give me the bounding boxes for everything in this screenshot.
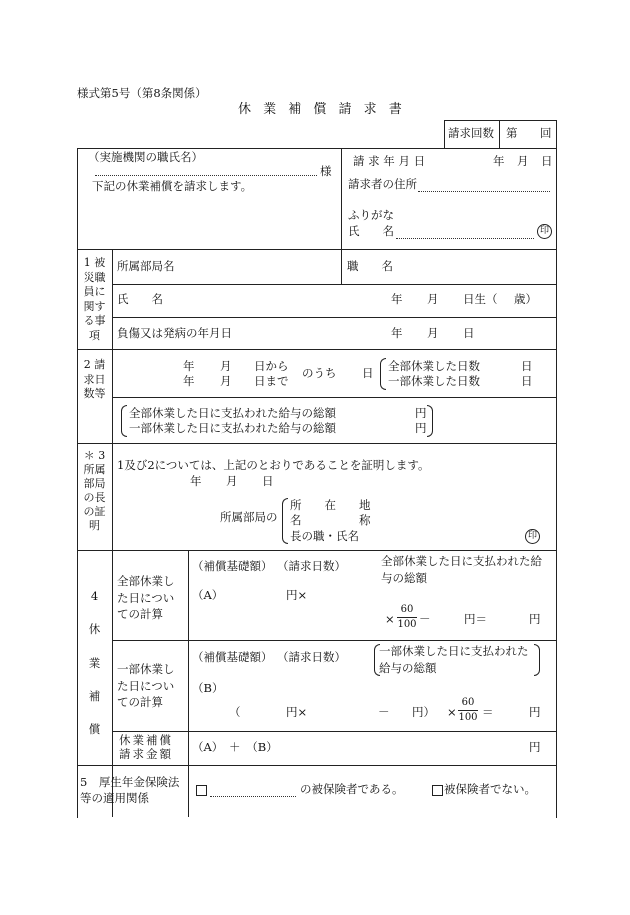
b-close-yen: 円） <box>412 705 435 719</box>
section4-label <box>82 580 107 747</box>
request-day: 日 <box>541 154 553 168</box>
b-fraction <box>458 698 478 723</box>
head-title: 長の職・氏名 <box>290 529 359 543</box>
position-input[interactable] <box>400 252 552 282</box>
honorific: 様 <box>320 164 332 178</box>
age-label: 歳） <box>514 292 537 306</box>
b-times: × <box>447 705 457 719</box>
victim-name-label: 氏 名 <box>117 292 163 306</box>
birth-month: 月 <box>427 292 439 306</box>
claimant-name-input[interactable] <box>396 238 534 239</box>
full-calc-label: 全部休業した日についての計算 <box>117 574 175 622</box>
to-month: 月 <box>220 374 232 388</box>
claimant-name-label: 氏 名 <box>348 224 394 238</box>
from-month: 月 <box>220 359 232 373</box>
partial-days-label: 一部休業した日数 <box>388 374 480 388</box>
from-year: 年 <box>183 359 195 373</box>
request-date-label: 請 求 年 月 日 <box>353 154 426 168</box>
partial-calc-label: 一部休業した日についての計算 <box>117 662 175 710</box>
institution-label: （実施機関の職氏名） <box>88 150 203 164</box>
certify-day: 日 <box>262 474 274 488</box>
full-base-label: （補償基礎額） <box>192 559 273 573</box>
a-result-yen: 円 <box>529 612 541 626</box>
dept-input[interactable] <box>190 252 338 282</box>
partial-pay-total-label: 一部休業した日に支払われた給与の総額 <box>379 644 529 675</box>
pay-brace-right <box>427 405 433 437</box>
a-yen-times: 円× <box>286 588 308 602</box>
injury-month: 月 <box>427 326 439 340</box>
birth-year: 年 <box>391 292 403 306</box>
from-day: 日から <box>254 359 289 373</box>
to-day: 日まで <box>254 374 289 388</box>
injury-date-label: 負傷又は発病の年月日 <box>117 326 232 340</box>
insured-text: の被保険者である。 <box>300 782 404 796</box>
partial-base-label: （補償基礎額） <box>192 650 273 664</box>
partial-days-unit: 日 <box>521 374 533 388</box>
certify-text: 1及び2については、上記のとおりであることを証明します。 <box>117 458 430 472</box>
form-id: 様式第5号（第8条関係） <box>77 86 207 100</box>
full-pay-label: 全部休業した日に支払われた給与の総額 <box>129 406 336 420</box>
request-year: 年 <box>493 154 505 168</box>
section1-label: 1 被災職員に関する事項 <box>83 256 106 342</box>
section4-label-text: 4 休業補償 <box>88 589 101 737</box>
claim-count-input[interactable] <box>519 122 538 146</box>
request-text: 下記の休業補償を請求します。 <box>92 179 253 193</box>
partial-pay-brace-right <box>534 644 540 676</box>
section3-label: ＊ 3 所属部局の長の証明 <box>83 449 106 533</box>
a-minus: － <box>419 612 431 626</box>
section5-label: 5 厚生年金保険法等の適用関係 <box>80 775 180 805</box>
address-label: 請求者の住所 <box>348 177 417 191</box>
injury-day: 日 <box>463 326 475 340</box>
request-month: 月 <box>517 154 529 168</box>
period-days-unit: 日 <box>362 366 374 380</box>
full-pay-yen: 円 <box>415 406 427 420</box>
a-fraction <box>397 605 417 630</box>
injury-year: 年 <box>391 326 403 340</box>
partial-days-header: （請求日数） <box>277 650 346 664</box>
head-prefix: 所属部局の <box>220 510 278 524</box>
b-yen-times: 円× <box>286 705 308 719</box>
total-yen: 円 <box>529 740 541 754</box>
a-fraction-num: 60 <box>397 605 417 618</box>
full-pay-total-label: 全部休業した日に支払われた給与の総額 <box>381 554 542 585</box>
partial-pay-yen: 円 <box>415 421 427 435</box>
certify-month: 月 <box>226 474 238 488</box>
address-input[interactable] <box>418 191 550 192</box>
claim-count-suffix: 回 <box>540 126 552 140</box>
claim-count-prefix: 第 <box>506 126 518 140</box>
pay-brace-left <box>121 405 127 437</box>
head-name: 名 称 <box>290 513 371 527</box>
a-label: （A） <box>192 588 224 602</box>
dept-label: 所属部局名 <box>117 259 175 273</box>
insurance-law-input[interactable] <box>210 796 296 797</box>
victim-name-input[interactable] <box>170 287 380 315</box>
b-result-yen: 円 <box>529 705 541 719</box>
b-label: （B） <box>192 681 224 695</box>
b-open-paren: （ <box>229 705 241 719</box>
section2-label: 2 請求日数等 <box>83 358 106 401</box>
birth-day: 日生（ <box>463 292 498 306</box>
days-brace <box>380 358 386 390</box>
a-fraction-den: 100 <box>397 619 417 630</box>
partial-pay-label: 一部休業した日に支払われた給与の総額 <box>129 421 336 435</box>
insured-checkbox[interactable] <box>196 785 207 796</box>
seal-icon: 印 <box>537 224 552 239</box>
institution-input[interactable] <box>95 175 317 176</box>
not-insured-text: 被保険者でない。 <box>444 782 536 796</box>
position-label: 職 名 <box>347 259 393 273</box>
b-equals: ＝ <box>482 705 494 719</box>
total-label: 休業補償請求金額 <box>119 733 173 762</box>
b-fraction-den: 100 <box>458 712 478 723</box>
page-title: 休 業 補 償 請 求 書 <box>238 102 406 117</box>
head-location: 所 在 地 <box>290 498 371 512</box>
certify-year: 年 <box>190 474 202 488</box>
to-year: 年 <box>183 374 195 388</box>
b-fraction-num: 60 <box>458 698 478 711</box>
full-days-unit: 日 <box>521 359 533 373</box>
furigana-label: ふりがな <box>348 208 394 222</box>
claim-count-label: 請求回数 <box>448 126 494 140</box>
full-days-label: 全部休業した日数 <box>388 359 480 373</box>
head-brace <box>282 498 288 544</box>
full-days-header: （請求日数） <box>277 559 346 573</box>
a-yen-equals: 円＝ <box>464 612 487 626</box>
head-seal-icon: 印 <box>525 529 540 544</box>
total-formula: （A） ＋ （B） <box>192 740 278 754</box>
of-which: のうち <box>302 366 337 380</box>
a-times: × <box>385 612 395 626</box>
not-insured-checkbox[interactable] <box>432 785 443 796</box>
b-minus: － <box>378 705 390 719</box>
